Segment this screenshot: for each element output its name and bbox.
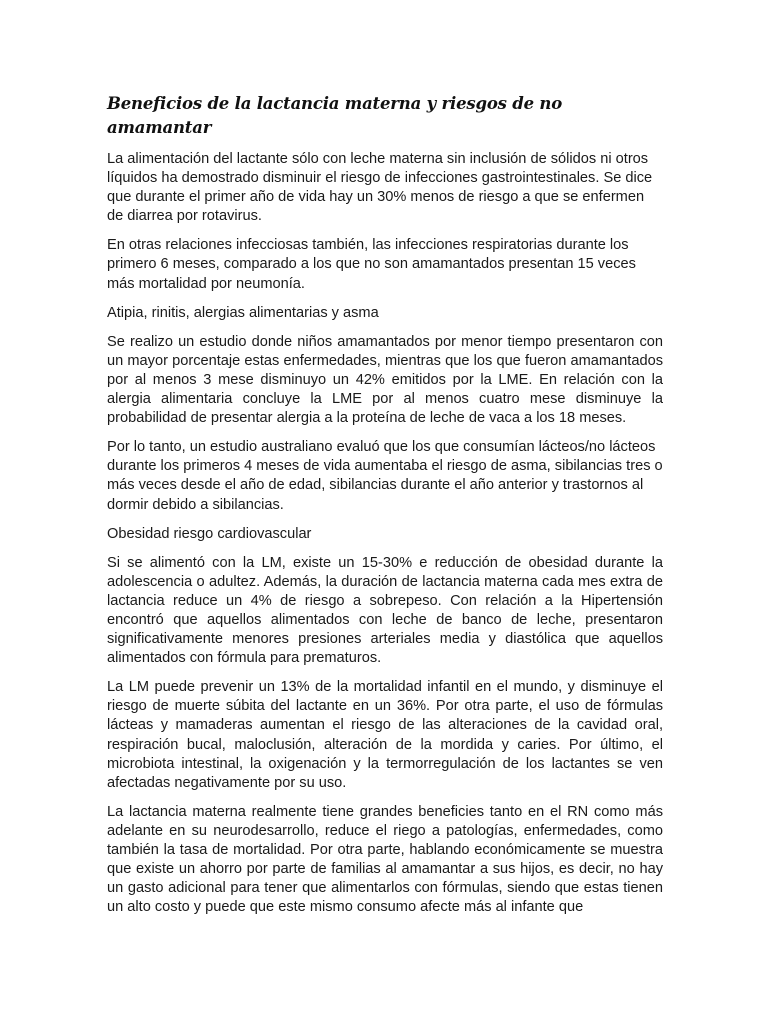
paragraph-conclusion: La lactancia materna realmente tiene grandes beneficies tanto en el RN como más adelante en su neurodesarrollo, reduce el riego a patologías, enfermedades, como también la tasa de mortalidad. Por otra parte, hablando económicamente se muestra que existe un ahorro por parte de familias al amamantar a sus hijos, es decir, no hay un gasto adicional para tener que alimentarlos con fórmulas, siendo que estas tienen un alto costo y puede que este mismo consumo afecte más al infante que (107, 803, 663, 916)
subheading-allergies: Atipia, rinitis, alergias alimentarias y asma (107, 304, 379, 321)
paragraph-gastrointestinal: La alimentación del lactante sólo con leche materna sin inclusión de sólidos ni otros líquidos ha demostrado disminuir el riesgo de infecciones gastrointestinales. Se dice que durante el primer año de vida hay un 30% menos de riesgo a que se enfermen de diarrea por rotavirus. (107, 151, 653, 225)
paragraph-mortality: La LM puede prevenir un 13% de la mortalidad infantil en el mundo, y disminuye el riesgo de muerte súbita del lactante en un 36%. Por otra parte, el uso de fórmulas lácteas y mamaderas aumentan el riesgo de las alteraciones de la cavidad oral, respiración bucal, maloclusión, alteración de la mordida y caries. Por último, el microbiota intestinal, la oxigenación y la termorregulación de los lactantes se ven afectadas negativamente por su uso. (107, 679, 663, 791)
paragraph-respiratory: En otras relaciones infecciosas también, las infecciones respiratorias durante los primero 6 meses, comparado a los que no son amamantados presentan 15 veces más mortalidad por neumonía. (107, 237, 636, 292)
document-title: Beneficios de la lactancia materna y riesgos de no amamantar (107, 94, 563, 137)
paragraph-obesity: Si se alimentó con la LM, existe un 15-30% e reducción de obesidad durante la adolescencia o adultez. Además, la duración de lactancia materna cada mes extra de lactancia reduce un 4% de riesgo a sobrepeso. Con relación a la Hipertensión encontró que aquellos alimentados con leche de banco de leche, presentaron significativamente menores presiones arteriales media y diastólica que aquellos alimentados con fórmula para prematuros. (107, 554, 663, 667)
subheading-obesity: Obesidad riesgo cardiovascular (107, 525, 312, 542)
paragraph-allergy-study: Se realizo un estudio donde niños amamantados por menor tiempo presentaron con un mayor porcentaje estas enfermedades, mientras que los que fueron amamantados por al menos 3 mese disminuyo un 42% emitidos por la LME. En relación con la alergia alimentaria concluye la LME por al menos cuatro mese disminuye la probabilidad de presentar alergia a la proteína de leche de vaca a los 18 meses. (107, 333, 663, 427)
document-page (107, 92, 663, 927)
paragraph-australian-study: Por lo tanto, un estudio australiano evaluó que los que consumían lácteos/no lácteos durante los primeros 4 meses de vida aumentaba el riesgo de asma, sibilancias tres o más veces desde el año de edad, sibilancias durante el año anterior y trastornos al dormir debido a sibilancias. (107, 439, 663, 513)
